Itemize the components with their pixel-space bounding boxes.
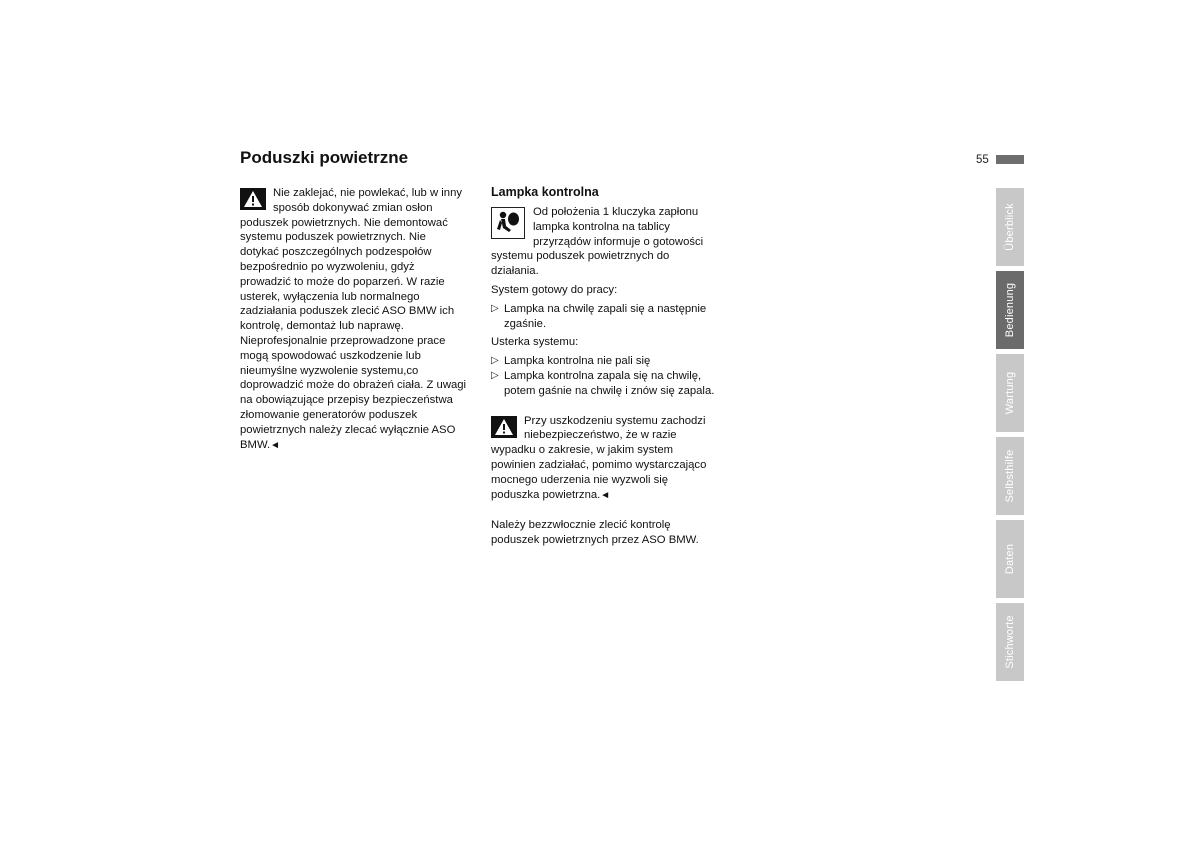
airbag-indicator-icon <box>491 207 525 239</box>
tab-uberblick[interactable]: Überblick <box>996 188 1024 266</box>
bullet-triangle-icon: ▷ <box>491 369 499 381</box>
bullet-triangle-icon: ▷ <box>491 302 499 314</box>
list-item: ▷ Lampka kontrolna zapala się na chwilę, potem gaśnie na chwilę i znów się zapala. <box>491 369 715 397</box>
tab-selbsthilfe[interactable]: Selbsthilfe <box>996 437 1024 515</box>
section-heading: Lampka kontrolna <box>491 185 599 199</box>
tab-wartung[interactable]: Wartung <box>996 354 1024 432</box>
tab-bedienung[interactable]: Bedienung <box>996 271 1024 349</box>
warning-triangle-icon <box>491 416 517 438</box>
warning-triangle-icon <box>240 188 266 210</box>
ready-label: System gotowy do pracy: <box>491 283 618 296</box>
tab-daten[interactable]: Daten <box>996 520 1024 598</box>
list-item: ▷ Lampka na chwilę zapali się a następnie zgaśnie. <box>491 302 707 330</box>
end-mark-icon: ◄ <box>270 439 281 451</box>
bullet-triangle-icon: ▷ <box>491 355 499 367</box>
page-number: 55 <box>976 154 989 166</box>
list-item: ▷ Lampka kontrolna nie pali się <box>491 355 651 368</box>
page-number-bar <box>996 155 1024 164</box>
left-column <box>240 186 480 453</box>
right-column <box>491 205 736 548</box>
tab-stichworte[interactable]: Stichworte <box>996 603 1024 681</box>
right-warning-text: Przy uszkodzeniu systemu zachodzi niebezpieczeństwo, że w razie wypadku o zakresie, w jakim system powinien zadziałać, pomimo wystarczająco mocnego uderzenia nie wyzwoli się poduszka powietrzna.◄ <box>491 414 707 501</box>
page-title: Poduszki powietrzne <box>240 148 409 167</box>
closing-text: Należy bezzwłocznie zlecić kontrolę poduszek powietrznych przez ASO BMW. <box>491 519 699 547</box>
indicator-intro-text: Od położenia 1 kluczyka zapłonu lampka kontrolna na tablicy przyrządów informuje o gotowości systemu poduszek powietrznych do działania. <box>491 206 704 278</box>
left-warning-text: Nie zaklejać, nie powlekać, lub w inny sposób dokonywać zmian osłon poduszek powietrznych. Nie demontować systemu poduszek powietrznych. Nie dotykać poszczególnych podzespołów bezpośrednio po wyzwoleniu, gdyż prowadzić to może do poparzeń. W razie usterek, wyłączenia lub normalnego zadziałania poduszek zlecić ASO BMW ich kontrolę, demontaż lub naprawę. Nieprofesjonalnie przeprowadzone prace mogą spowodować uszkodzenie lub nieumyślne wyzwolenie systemu,co doprowadzić może do obrażeń ciała. Z uwagi na obowiązujące przepisy bezpieczeństwa złomowanie generatorów poduszek powietrznych należy zlecać wyłącznie ASO BMW.◄ <box>240 187 467 451</box>
fault-label: Usterka systemu: <box>491 336 579 349</box>
end-mark-icon: ◄ <box>600 489 611 501</box>
